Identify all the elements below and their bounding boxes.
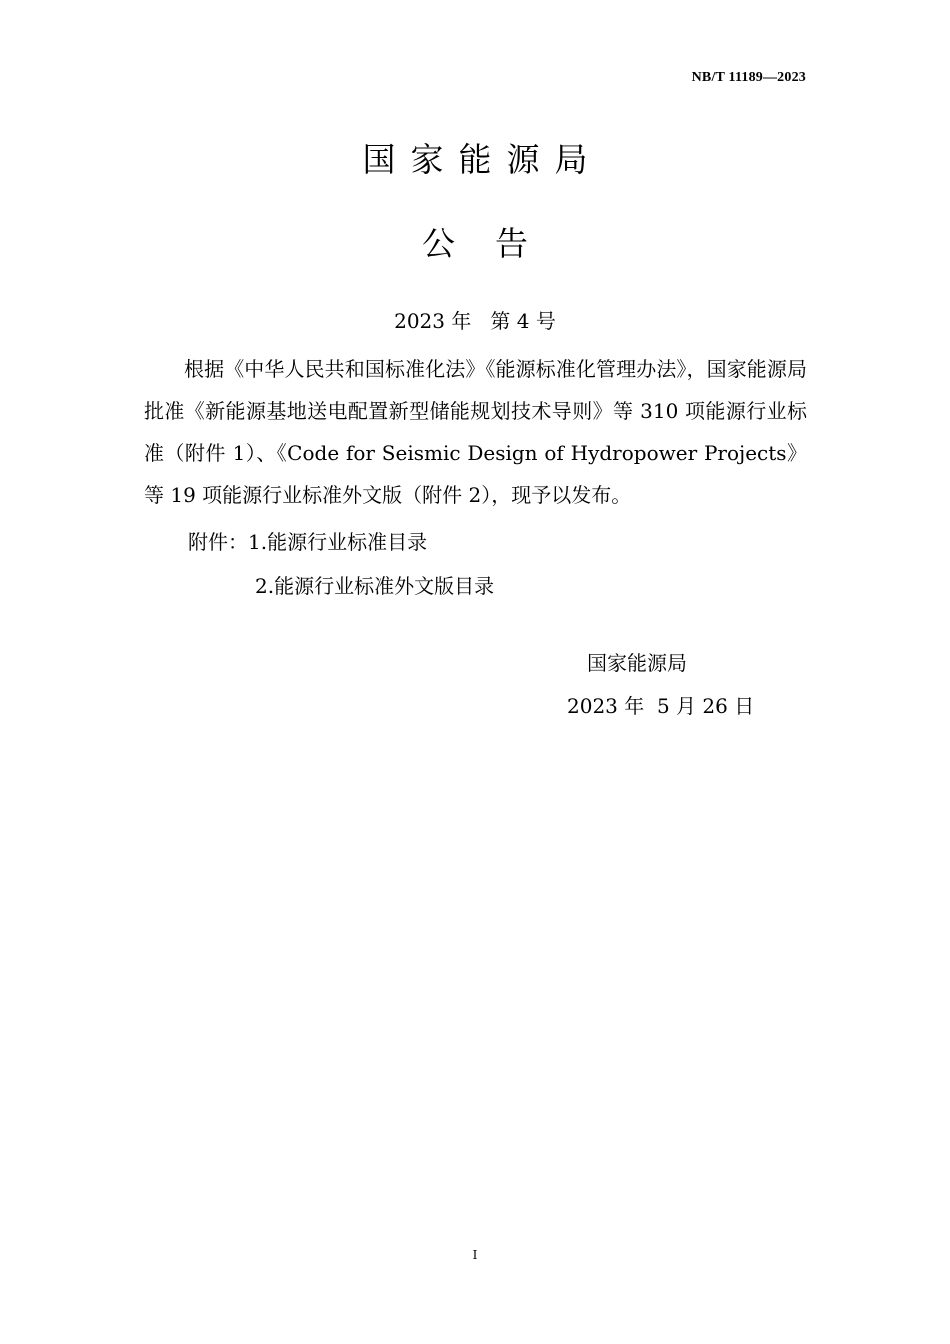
attachment-item-1: 附件：1.能源行业标准目录 [188,530,428,554]
signer: 国家能源局 [587,651,687,675]
attachment-item-2: 2.能源行业标准外文版目录 [255,574,495,598]
page-number: I [472,1248,478,1262]
agency-title: 国家能源局 [362,140,603,179]
issue-number: 2023 年 第 4 号 [394,309,556,333]
signature-date: 2023 年 5 月 26 日 [567,694,755,718]
standard-code: NB/T 11189—2023 [691,70,806,85]
announcement-body: 根据《中华人民共和国标准化法》《能源标准化管理办法》，国家能源局批准《新能源基地送电配置新型储能规划技术导则》等 310 项能源行业标准（附件 1）、《Code for Seismic Design of Hydropower Projects》等 19 项能源行业标准外文版（附件 2），现予以发布。 [144,357,807,507]
notice-title: 公告 [422,224,568,263]
